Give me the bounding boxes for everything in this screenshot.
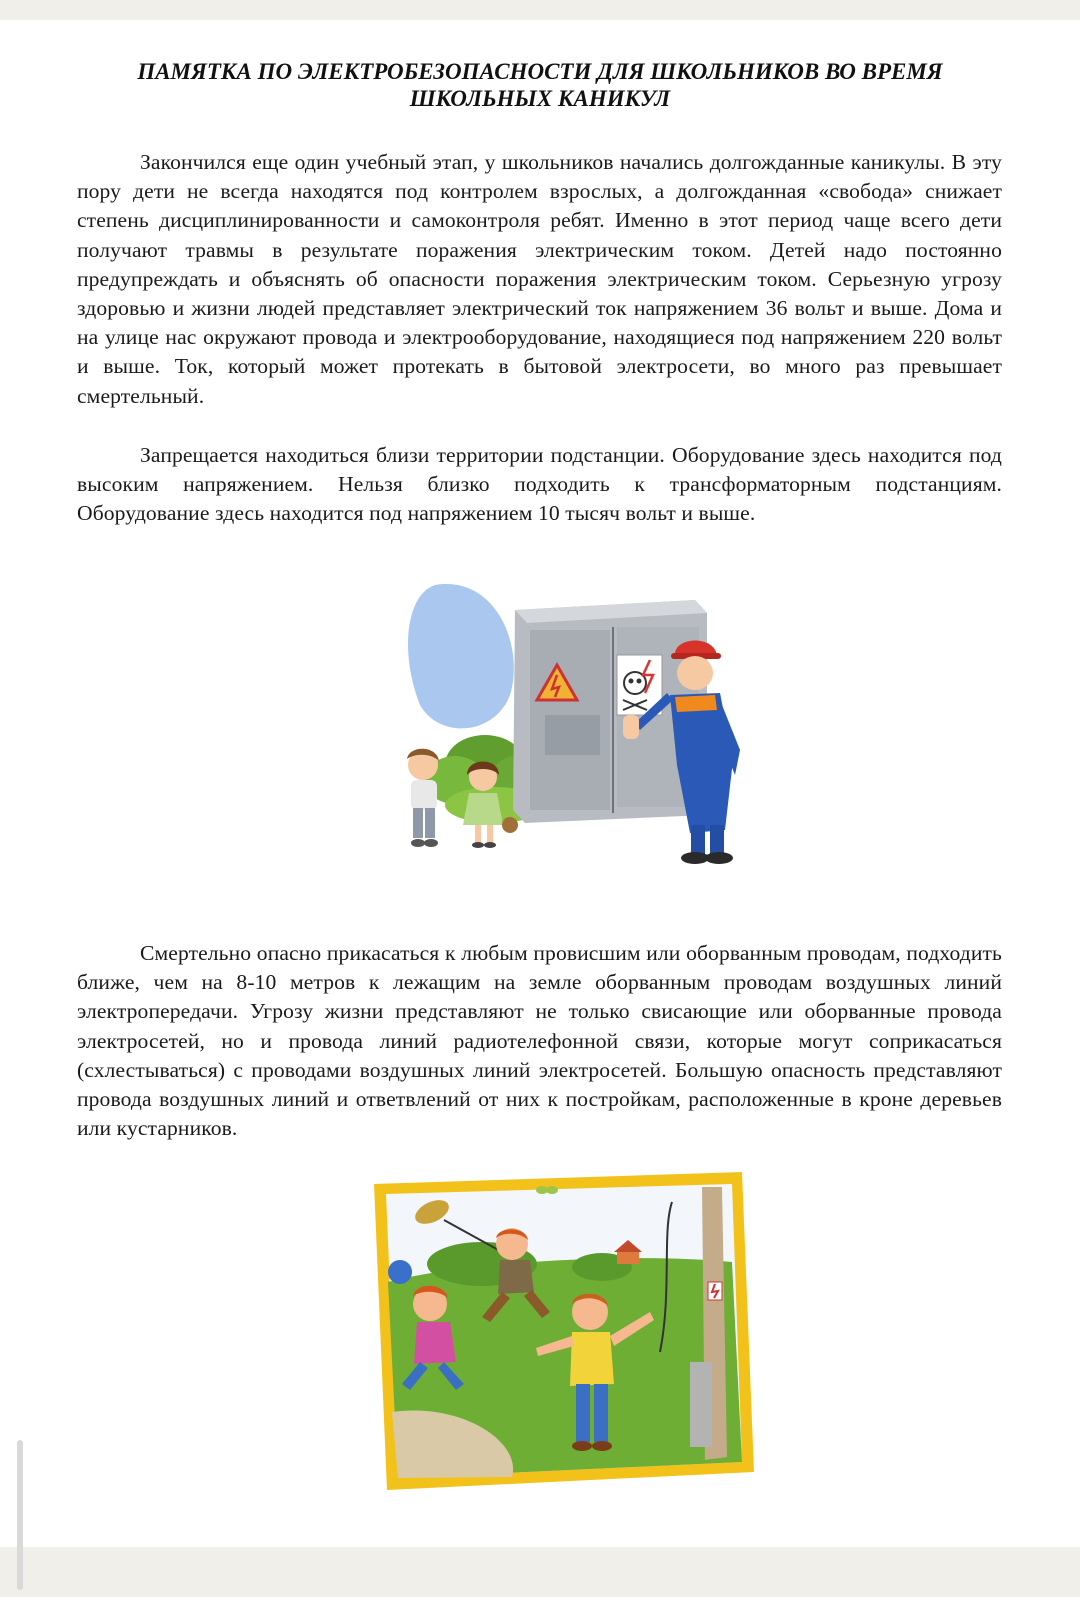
top-strip bbox=[0, 0, 1080, 20]
playground-illustration bbox=[372, 1172, 757, 1490]
sky-blob bbox=[408, 584, 514, 728]
scroll-indicator[interactable] bbox=[17, 1440, 23, 1590]
substation-illustration bbox=[395, 575, 765, 880]
bottom-strip bbox=[0, 1547, 1080, 1597]
paragraph-wires: Смертельно опасно прикасаться к любым провисшим или оборванным проводам, подходить ближе, чем на 8-10 метров к лежащим на земле оборванным проводам воздушных линий электропередачи. Угрозу жизни представляют не только свисающие или оборванные провода электросетей, но и провода линий радиотелефонной связи, которые могут соприкасаться (схлестываться) с проводами воздушных линий электросетей. Большую опасность представляют провода воздушных линий и ответвлений от них к постройкам, расположенные в кроне деревьев или кустарников. bbox=[77, 941, 1002, 1141]
document-title: ПАМЯТКА ПО ЭЛЕКТРОБЕЗОПАСНОСТИ ДЛЯ ШКОЛЬНИКОВ ВО ВРЕМЯ ШКОЛЬНЫХ КАНИКУЛ bbox=[137, 59, 943, 111]
paragraph-intro: Закончился еще один учебный этап, у школьников начались долгожданные каникулы. В эту пору дети не всегда находятся под контролем взрослых, а долгожданная «свобода» снижает степень дисциплинированности и самоконтроля ребят. Именно в этот период чаще всего дети получают травмы в результате поражения электрическим током. Детей надо постоянно предупреждать и объяснять об опасности поражения электрическим током. Серьезную угрозу здоровью и жизни людей представляет электрический ток напряжением 36 вольт и выше. Дома и на улице нас окружают провода и электрооборудование, находящиеся под напряжением 220 вольт и выше. Ток, который может протекать в бытовой электросети, во много раз превышает смертельный. bbox=[77, 150, 1002, 408]
paragraph-substation: Запрещается находиться близи территории подстанции. Оборудование здесь находится под высоким напряжением. Нельзя близко подходить к трансформаторным подстанциям. Оборудование здесь находится под напряжением 10 тысяч вольт и выше. bbox=[77, 443, 1002, 526]
boy-icon bbox=[407, 749, 439, 847]
